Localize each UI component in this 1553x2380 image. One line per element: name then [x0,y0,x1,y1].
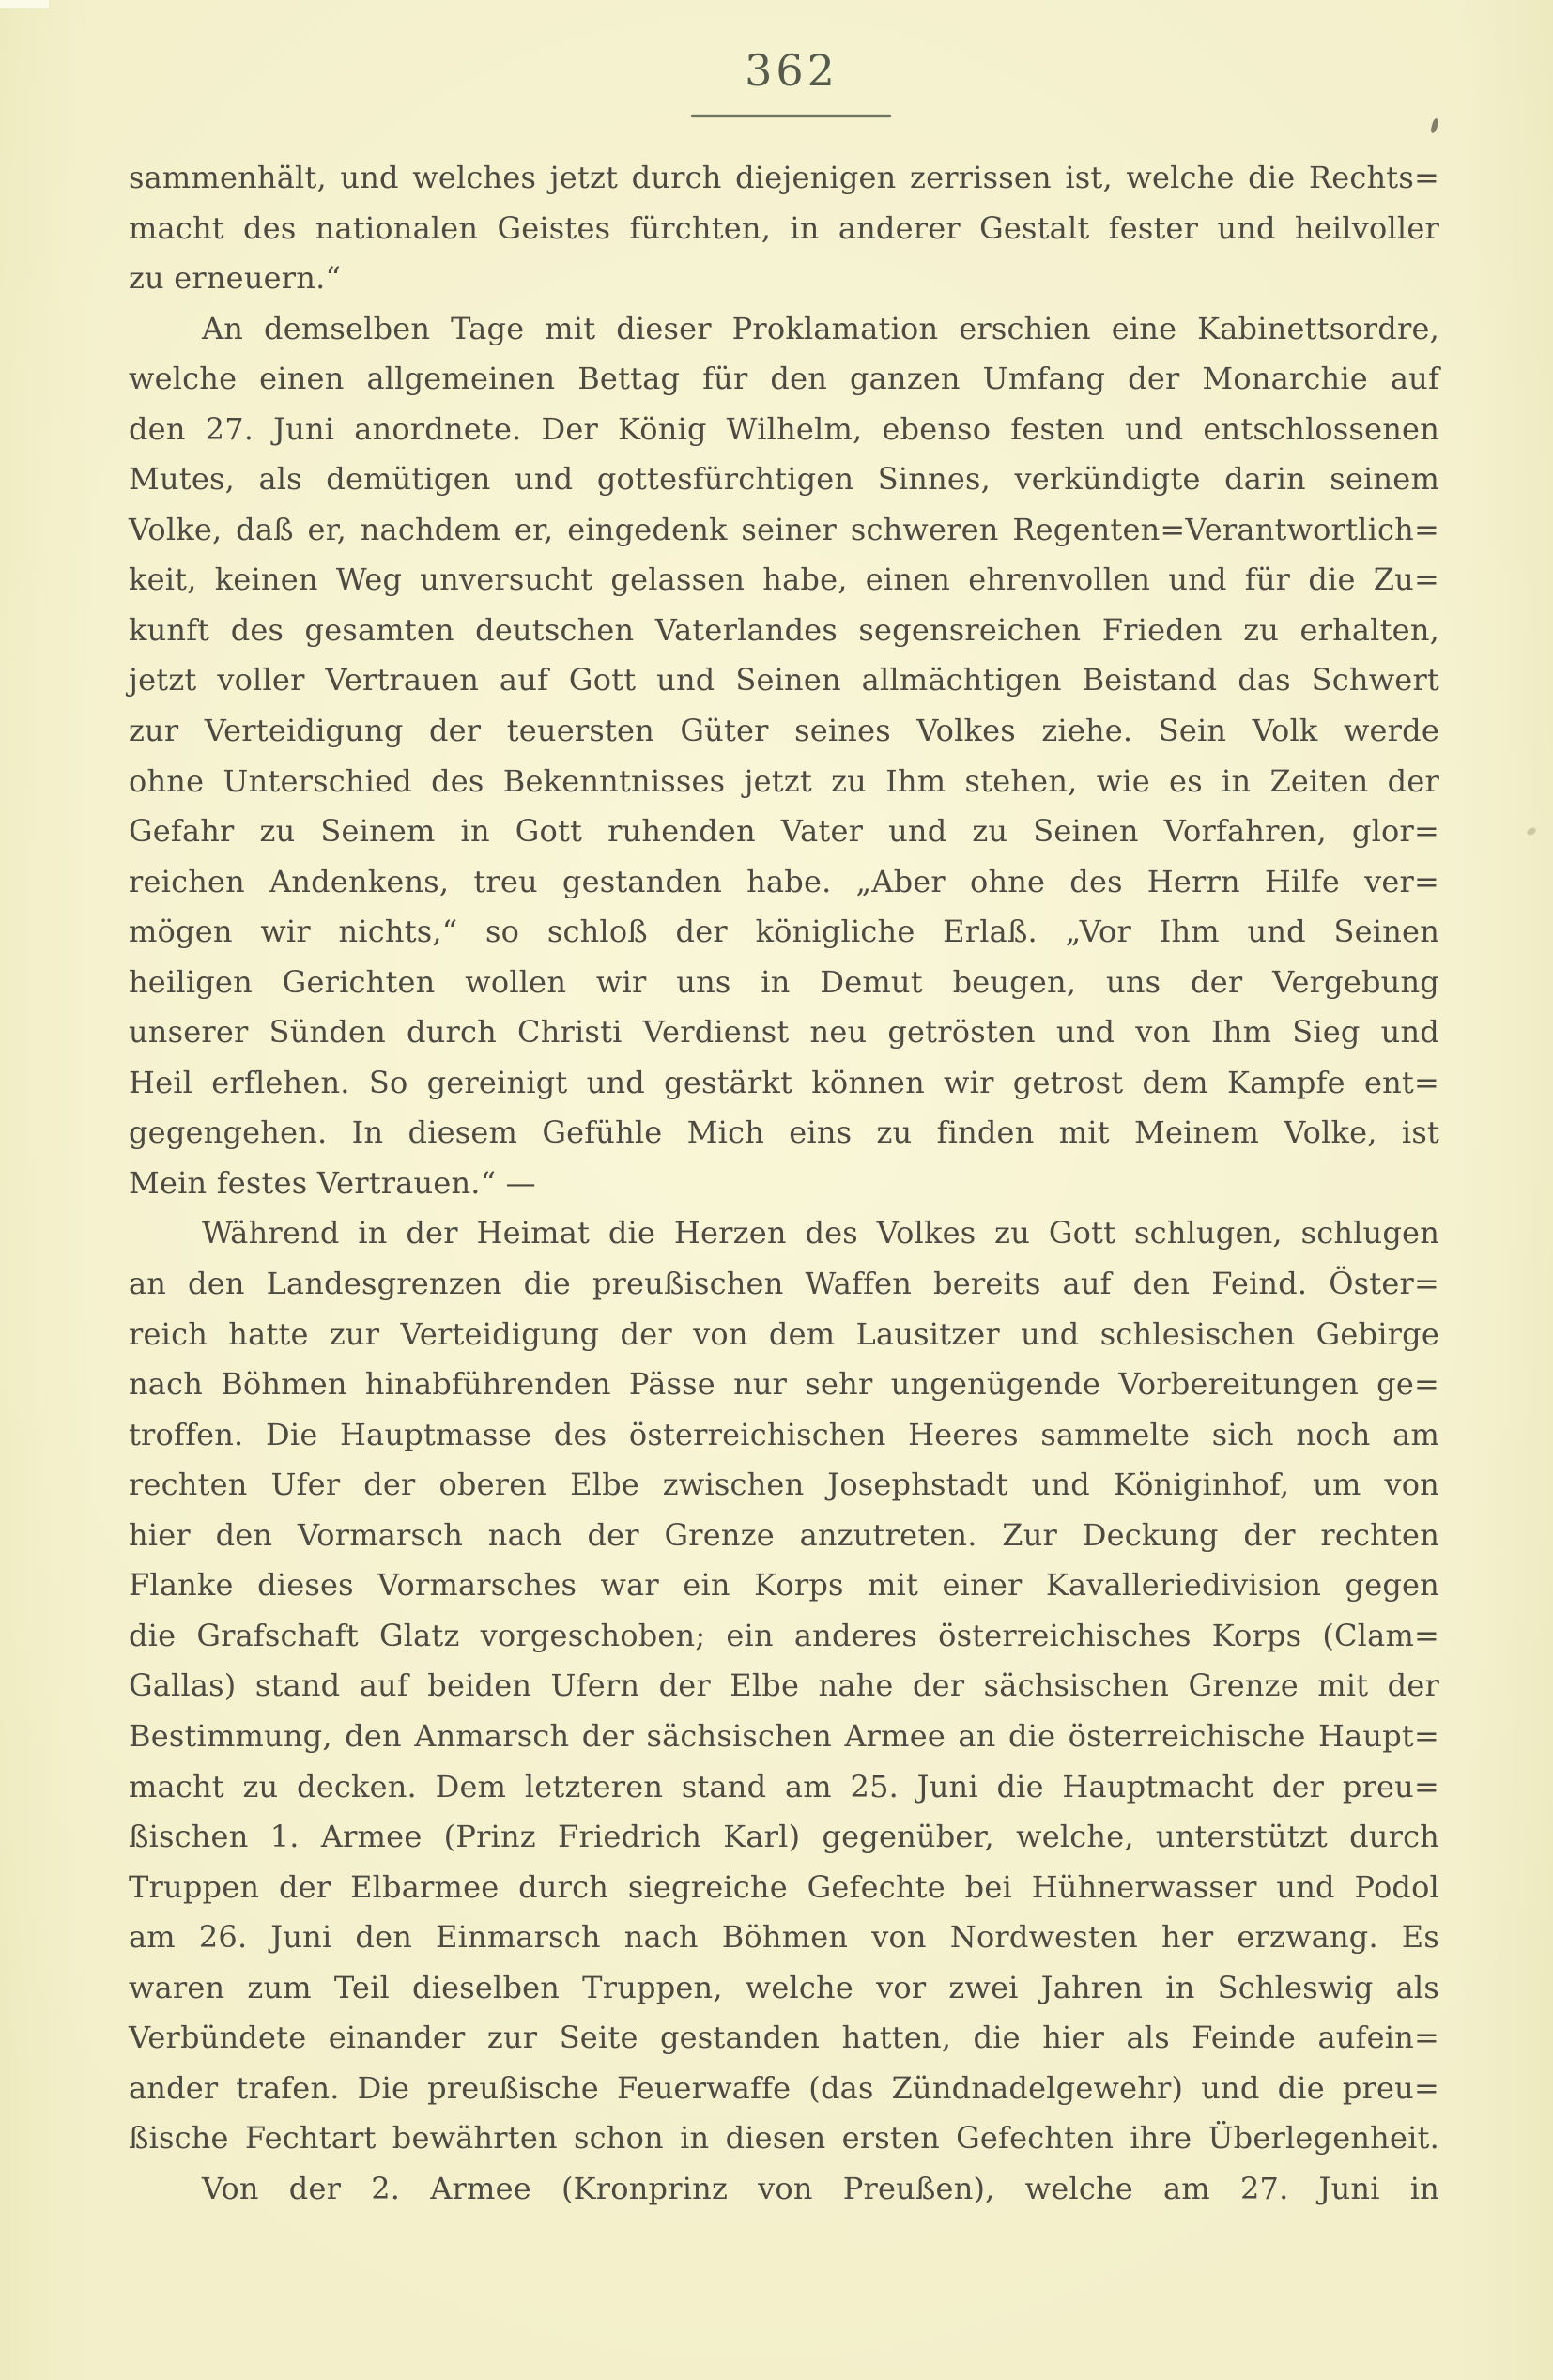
page-number-rule [691,115,891,117]
text-line: reich hatte zur Verteidigung der von dem Lausitzer und schlesischen Gebirge [129,1315,1439,1352]
scan-edge-artifact [0,0,49,8]
text-line: An demselben Tage mit dieser Proklamation erschien eine Kabinettsordre, [202,310,1439,346]
text-line: die Grafschaft Glatz vorgeschoben; ein anderes österreichisches Korps (Clam= [129,1617,1439,1653]
text-line: Von der 2. Armee (Kronprinz von Preußen), welche am 27. Juni in [202,2170,1439,2206]
text-line: jetzt voller Vertrauen auf Gott und Seinen allmächtigen Beistand das Schwert [129,662,1439,699]
text-line: Flanke dieses Vormarsches war ein Korps mit einer Kavalleriedivision gegen [129,1567,1439,1604]
text-line: an den Landesgrenzen die preußischen Waffen bereits auf den Feind. Öster= [129,1266,1439,1302]
text-line: kunft des gesamten deutschen Vaterlandes segensreichen Frieden zu erhalten, [129,611,1439,648]
text-line: nach Böhmen hinabführenden Pässe nur sehr ungenügende Vorbereitungen ge= [129,1366,1439,1403]
text-line: heiligen Gerichten wollen wir uns in Demut beugen, uns der Vergebung [129,963,1439,1000]
text-line: zur Verteidigung der teuersten Güter seines Volkes ziehe. Sein Volk werde [129,713,1439,749]
body-text-block [129,153,1439,2214]
text-line: den 27. Juni anordnete. Der König Wilhelm, ebenso festen und entschlossenen [129,410,1439,447]
text-line: Gallas) stand auf beiden Ufern der Elbe nahe der sächsischen Grenze mit der [129,1667,1439,1704]
text-line: Truppen der Elbarmee durch siegreiche Gefechte bei Hühnerwasser und Podol [129,1868,1439,1905]
text-line: Mutes, als demütigen und gottesfürchtigen Sinnes, verkündigte darin seinem [129,461,1439,498]
text-line: am 26. Juni den Einmarsch nach Böhmen von Nordwesten her erzwang. Es [129,1919,1439,1956]
text-line: waren zum Teil dieselben Truppen, welche vor zwei Jahren in Schleswig als [129,1969,1439,2005]
text-line: unserer Sünden durch Christi Verdienst neu getrösten und von Ihm Sieg und [129,1014,1439,1051]
text-line: Mein festes Vertrauen.“ — [129,1164,536,1201]
text-line: ßische Fechtart bewährten schon in diesen ersten Gefechten ihre Überlegenheit. [129,2120,1439,2157]
text-line: troffen. Die Hauptmasse des österreichischen Heeres sammelte sich noch am [129,1416,1439,1452]
text-line: hier den Vormarsch nach der Grenze anzutreten. Zur Deckung der rechten [129,1516,1439,1553]
text-line: zu erneuern.“ [129,260,342,297]
text-line: Bestimmung, den Anmarsch der sächsischen Armee an die österreichische Haupt= [129,1717,1439,1754]
text-line: macht zu decken. Dem letzteren stand am 25. Juni die Hauptmacht der preu= [129,1768,1439,1804]
text-line: ander trafen. Die preußische Feuerwaffe (das Zündnadelgewehr) und die preu= [129,2069,1439,2106]
text-line: Während in der Heimat die Herzen des Volkes zu Gott schlugen, schlugen [202,1215,1439,1251]
text-line: welche einen allgemeinen Bettag für den ganzen Umfang der Monarchie auf [129,361,1439,397]
page-number: 362 [745,45,838,96]
text-line: sammenhält, und welches jetzt durch diejenigen zerrissen ist, welche die Rechts= [129,160,1439,195]
text-line: reichen Andenkens, treu gestanden habe. „Aber ohne des Herrn Hilfe ver= [129,863,1439,899]
text-line: mögen wir nichts,“ so schloß der königliche Erlaß. „Vor Ihm und Seinen [129,914,1439,950]
text-line: keit, keinen Weg unversucht gelassen habe, einen ehrenvollen und für die Zu= [129,561,1439,598]
text-line: Volke, daß er, nachdem er, eingedenk seiner schweren Regenten=Verantwortlich= [129,511,1439,547]
text-line: Gefahr zu Seinem in Gott ruhenden Vater und zu Seinen Vorfahren, glor= [129,813,1439,850]
text-line: macht des nationalen Geistes fürchten, in anderer Gestalt fester und heilvoller [129,209,1439,246]
text-line: Heil erflehen. So gereinigt und gestärkt können wir getrost dem Kampfe ent= [129,1064,1439,1100]
text-line: ohne Unterschied des Bekenntnisses jetzt zu Ihm stehen, wie es in Zeiten der [129,762,1439,799]
text-line: ßischen 1. Armee (Prinz Friedrich Karl) gegenüber, welche, unterstützt durch [129,1819,1439,1855]
text-line: gegengehen. In diesem Gefühle Mich eins zu finden mit Meinem Volke, ist [129,1114,1439,1151]
text-line: Verbündete einander zur Seite gestanden hatten, die hier als Feinde aufein= [129,2019,1439,2056]
text-line: rechten Ufer der oberen Elbe zwischen Josephstadt und Königinhof, um von [129,1466,1439,1503]
